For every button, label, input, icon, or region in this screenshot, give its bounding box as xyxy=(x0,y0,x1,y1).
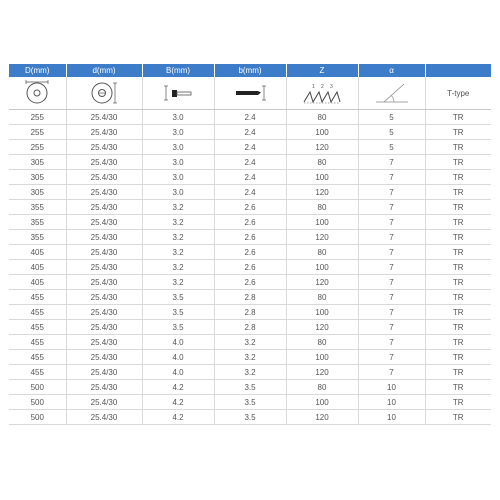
tooth-count-cell: 80 xyxy=(286,110,358,125)
header-cell: α xyxy=(358,64,425,77)
outer-diameter-cell: 255 xyxy=(9,125,66,140)
bore-diameter-cell: 25.4/30 xyxy=(66,395,142,410)
saw-blade-spec-table xyxy=(9,64,491,425)
bore-diameter-cell: 25.4/30 xyxy=(66,335,142,350)
table-row xyxy=(9,395,491,410)
angle-cell: 5 xyxy=(358,110,425,125)
bore-diameter-cell: 25.4/30 xyxy=(66,380,142,395)
table-row xyxy=(9,365,491,380)
tooth-count-cell: 100 xyxy=(286,305,358,320)
outer-diameter-cell: 455 xyxy=(9,290,66,305)
plate-thickness-cell: 3.2 xyxy=(214,365,286,380)
tooth-kerf-width-icon xyxy=(163,80,193,106)
tooth-angle-icon xyxy=(374,80,410,106)
outer-diameter-cell: 455 xyxy=(9,305,66,320)
angle-cell: 7 xyxy=(358,335,425,350)
kerf-width-cell: 3.2 xyxy=(142,200,214,215)
tooth-type-cell: TR xyxy=(425,380,491,395)
tooth-count-cell: 120 xyxy=(286,140,358,155)
icon-row xyxy=(9,77,491,110)
outer-diameter-cell: 255 xyxy=(9,140,66,155)
bore-diameter-cell: 25.4/30 xyxy=(66,185,142,200)
angle-cell: 7 xyxy=(358,245,425,260)
disc-outer-diameter-icon xyxy=(22,80,52,106)
plate-thickness-cell: 2.6 xyxy=(214,245,286,260)
tooth-count-icon xyxy=(302,80,342,106)
outer-diameter-cell: 305 xyxy=(9,155,66,170)
tooth-count-cell: 100 xyxy=(286,125,358,140)
outer-diameter-cell: 305 xyxy=(9,170,66,185)
icon-cell xyxy=(214,77,286,110)
bore-diameter-cell: 25.4/30 xyxy=(66,260,142,275)
tooth-type-cell: TR xyxy=(425,365,491,380)
angle-cell: 7 xyxy=(358,215,425,230)
blade-plate-thickness-icon xyxy=(233,80,267,106)
table-row xyxy=(9,245,491,260)
table-row xyxy=(9,110,491,125)
header-cell: d(mm) xyxy=(66,64,142,77)
outer-diameter-cell: 355 xyxy=(9,200,66,215)
tooth-type-cell: TR xyxy=(425,410,491,425)
tooth-type-cell: TR xyxy=(425,290,491,305)
tooth-type-cell: TR xyxy=(425,335,491,350)
icon-cell xyxy=(9,77,66,110)
plate-thickness-cell: 2.8 xyxy=(214,305,286,320)
plate-thickness-cell: 2.6 xyxy=(214,275,286,290)
angle-cell: 7 xyxy=(358,350,425,365)
tooth-count-cell: 80 xyxy=(286,155,358,170)
bore-diameter-cell: 25.4/30 xyxy=(66,140,142,155)
kerf-width-cell: 3.2 xyxy=(142,275,214,290)
icon-cell xyxy=(66,77,142,110)
plate-thickness-cell: 2.4 xyxy=(214,125,286,140)
tooth-count-cell: 100 xyxy=(286,260,358,275)
plate-thickness-cell: 3.5 xyxy=(214,410,286,425)
table-row xyxy=(9,320,491,335)
tooth-type-cell: TR xyxy=(425,140,491,155)
tooth-number: 3 xyxy=(330,84,333,90)
table-row xyxy=(9,140,491,155)
angle-cell: 7 xyxy=(358,290,425,305)
header-cell xyxy=(425,64,491,77)
bore-diameter-cell: 25.4/30 xyxy=(66,365,142,380)
table-row xyxy=(9,290,491,305)
angle-cell: 10 xyxy=(358,395,425,410)
outer-diameter-cell: 405 xyxy=(9,245,66,260)
kerf-width-cell: 3.0 xyxy=(142,170,214,185)
tooth-count-cell: 80 xyxy=(286,380,358,395)
table-row xyxy=(9,170,491,185)
tooth-count-cell: 100 xyxy=(286,350,358,365)
kerf-width-cell: 3.5 xyxy=(142,290,214,305)
tooth-count-cell: 120 xyxy=(286,185,358,200)
tooth-type-cell: TR xyxy=(425,350,491,365)
tooth-type-cell: TR xyxy=(425,320,491,335)
kerf-width-cell: 3.2 xyxy=(142,215,214,230)
plate-thickness-cell: 3.2 xyxy=(214,335,286,350)
icon-cell xyxy=(286,77,358,110)
outer-diameter-cell: 405 xyxy=(9,275,66,290)
plate-thickness-cell: 2.4 xyxy=(214,155,286,170)
kerf-width-cell: 3.5 xyxy=(142,305,214,320)
tooth-number: 2 xyxy=(321,84,324,90)
bore-diameter-cell: 25.4/30 xyxy=(66,275,142,290)
kerf-width-cell: 4.0 xyxy=(142,335,214,350)
bore-diameter-cell: 25.4/30 xyxy=(66,110,142,125)
tooth-count-cell: 80 xyxy=(286,335,358,350)
plate-thickness-cell: 3.5 xyxy=(214,395,286,410)
outer-diameter-cell: 305 xyxy=(9,185,66,200)
kerf-width-cell: 3.2 xyxy=(142,260,214,275)
tooth-type-cell: TR xyxy=(425,245,491,260)
bore-diameter-cell: 25.4/30 xyxy=(66,125,142,140)
kerf-width-cell: 3.5 xyxy=(142,320,214,335)
bore-diameter-cell: 25.4/30 xyxy=(66,200,142,215)
plate-thickness-cell: 2.4 xyxy=(214,185,286,200)
tooth-type-cell: TR xyxy=(425,215,491,230)
header-cell: b(mm) xyxy=(214,64,286,77)
plate-thickness-cell: 2.6 xyxy=(214,260,286,275)
table-row xyxy=(9,350,491,365)
plate-thickness-cell: 2.4 xyxy=(214,170,286,185)
angle-cell: 7 xyxy=(358,275,425,290)
angle-cell: 10 xyxy=(358,410,425,425)
table-row xyxy=(9,380,491,395)
kerf-width-cell: 4.2 xyxy=(142,380,214,395)
icon-cell xyxy=(142,77,214,110)
tooth-count-cell: 100 xyxy=(286,395,358,410)
outer-diameter-cell: 455 xyxy=(9,365,66,380)
tooth-type-cell: TR xyxy=(425,170,491,185)
angle-cell: 7 xyxy=(358,185,425,200)
bore-diameter-cell: 25.4/30 xyxy=(66,410,142,425)
table-row xyxy=(9,335,491,350)
table-row xyxy=(9,230,491,245)
tooth-type-cell: TR xyxy=(425,185,491,200)
angle-cell: 7 xyxy=(358,200,425,215)
bore-diameter-cell: 25.4/30 xyxy=(66,305,142,320)
outer-diameter-cell: 255 xyxy=(9,110,66,125)
tooth-type-cell: TR xyxy=(425,260,491,275)
bore-diameter-cell: 25.4/30 xyxy=(66,155,142,170)
tooth-count-cell: 100 xyxy=(286,170,358,185)
outer-diameter-cell: 500 xyxy=(9,380,66,395)
plate-thickness-cell: 3.5 xyxy=(214,380,286,395)
angle-cell: 7 xyxy=(358,155,425,170)
icon-cell xyxy=(358,77,425,110)
plate-thickness-cell: 2.6 xyxy=(214,230,286,245)
table-row xyxy=(9,305,491,320)
disc-bore-diameter-icon xyxy=(87,80,121,106)
outer-diameter-cell: 455 xyxy=(9,350,66,365)
outer-diameter-cell: 455 xyxy=(9,335,66,350)
tooth-count-cell: 120 xyxy=(286,365,358,380)
kerf-width-cell: 3.0 xyxy=(142,155,214,170)
tooth-count-cell: 120 xyxy=(286,320,358,335)
outer-diameter-cell: 405 xyxy=(9,260,66,275)
tooth-count-cell: 120 xyxy=(286,275,358,290)
tooth-type-cell: TR xyxy=(425,275,491,290)
outer-diameter-cell: 355 xyxy=(9,215,66,230)
plate-thickness-cell: 2.4 xyxy=(214,110,286,125)
plate-thickness-cell: 2.8 xyxy=(214,290,286,305)
tooth-number: 1 xyxy=(312,84,315,90)
angle-cell: 10 xyxy=(358,380,425,395)
table-row xyxy=(9,410,491,425)
tooth-type-cell: TR xyxy=(425,125,491,140)
header-row xyxy=(9,64,491,77)
kerf-width-cell: 3.0 xyxy=(142,125,214,140)
kerf-width-cell: 4.0 xyxy=(142,350,214,365)
header-cell: B(mm) xyxy=(142,64,214,77)
bore-diameter-cell: 25.4/30 xyxy=(66,245,142,260)
table-row xyxy=(9,200,491,215)
tooth-count-cell: 80 xyxy=(286,200,358,215)
bore-diameter-cell: 25.4/30 xyxy=(66,350,142,365)
kerf-width-cell: 3.0 xyxy=(142,110,214,125)
tooth-count-cell: 120 xyxy=(286,410,358,425)
kerf-width-cell: 3.2 xyxy=(142,245,214,260)
angle-cell: 7 xyxy=(358,260,425,275)
table-row xyxy=(9,215,491,230)
outer-diameter-cell: 500 xyxy=(9,410,66,425)
bore-diameter-cell: 25.4/30 xyxy=(66,320,142,335)
table-row xyxy=(9,260,491,275)
table-row xyxy=(9,125,491,140)
bore-diameter-cell: 25.4/30 xyxy=(66,170,142,185)
plate-thickness-cell: 2.4 xyxy=(214,140,286,155)
tooth-type-cell: TR xyxy=(425,110,491,125)
plate-thickness-cell: 3.2 xyxy=(214,350,286,365)
plate-thickness-cell: 2.6 xyxy=(214,215,286,230)
kerf-width-cell: 4.2 xyxy=(142,410,214,425)
tooth-type-cell: TR xyxy=(425,155,491,170)
angle-cell: 5 xyxy=(358,125,425,140)
tooth-count-cell: 100 xyxy=(286,215,358,230)
tooth-type-cell: TR xyxy=(425,230,491,245)
angle-cell: 7 xyxy=(358,365,425,380)
angle-cell: 7 xyxy=(358,305,425,320)
table-row xyxy=(9,275,491,290)
outer-diameter-cell: 500 xyxy=(9,395,66,410)
bore-diameter-cell: 25.4/30 xyxy=(66,215,142,230)
header-cell: D(mm) xyxy=(9,64,66,77)
kerf-width-cell: 3.2 xyxy=(142,230,214,245)
plate-thickness-cell: 2.8 xyxy=(214,320,286,335)
angle-cell: 7 xyxy=(358,170,425,185)
tooth-count-cell: 120 xyxy=(286,230,358,245)
tooth-count-cell: 80 xyxy=(286,245,358,260)
tooth-count-cell: 80 xyxy=(286,290,358,305)
bore-diameter-cell: 25.4/30 xyxy=(66,230,142,245)
table-row xyxy=(9,185,491,200)
table-row xyxy=(9,155,491,170)
plate-thickness-cell: 2.6 xyxy=(214,200,286,215)
outer-diameter-cell: 455 xyxy=(9,320,66,335)
angle-cell: 7 xyxy=(358,320,425,335)
tooth-type-cell: TR xyxy=(425,200,491,215)
tooth-type-cell: TR xyxy=(425,395,491,410)
kerf-width-cell: 4.0 xyxy=(142,365,214,380)
angle-cell: 7 xyxy=(358,230,425,245)
angle-cell: 5 xyxy=(358,140,425,155)
header-cell: Z xyxy=(286,64,358,77)
tooth-type-cell: TR xyxy=(425,305,491,320)
kerf-width-cell: 3.0 xyxy=(142,140,214,155)
kerf-width-cell: 3.0 xyxy=(142,185,214,200)
outer-diameter-cell: 355 xyxy=(9,230,66,245)
kerf-width-cell: 4.2 xyxy=(142,395,214,410)
t-type-label: T-type xyxy=(425,77,491,110)
bore-diameter-cell: 25.4/30 xyxy=(66,290,142,305)
